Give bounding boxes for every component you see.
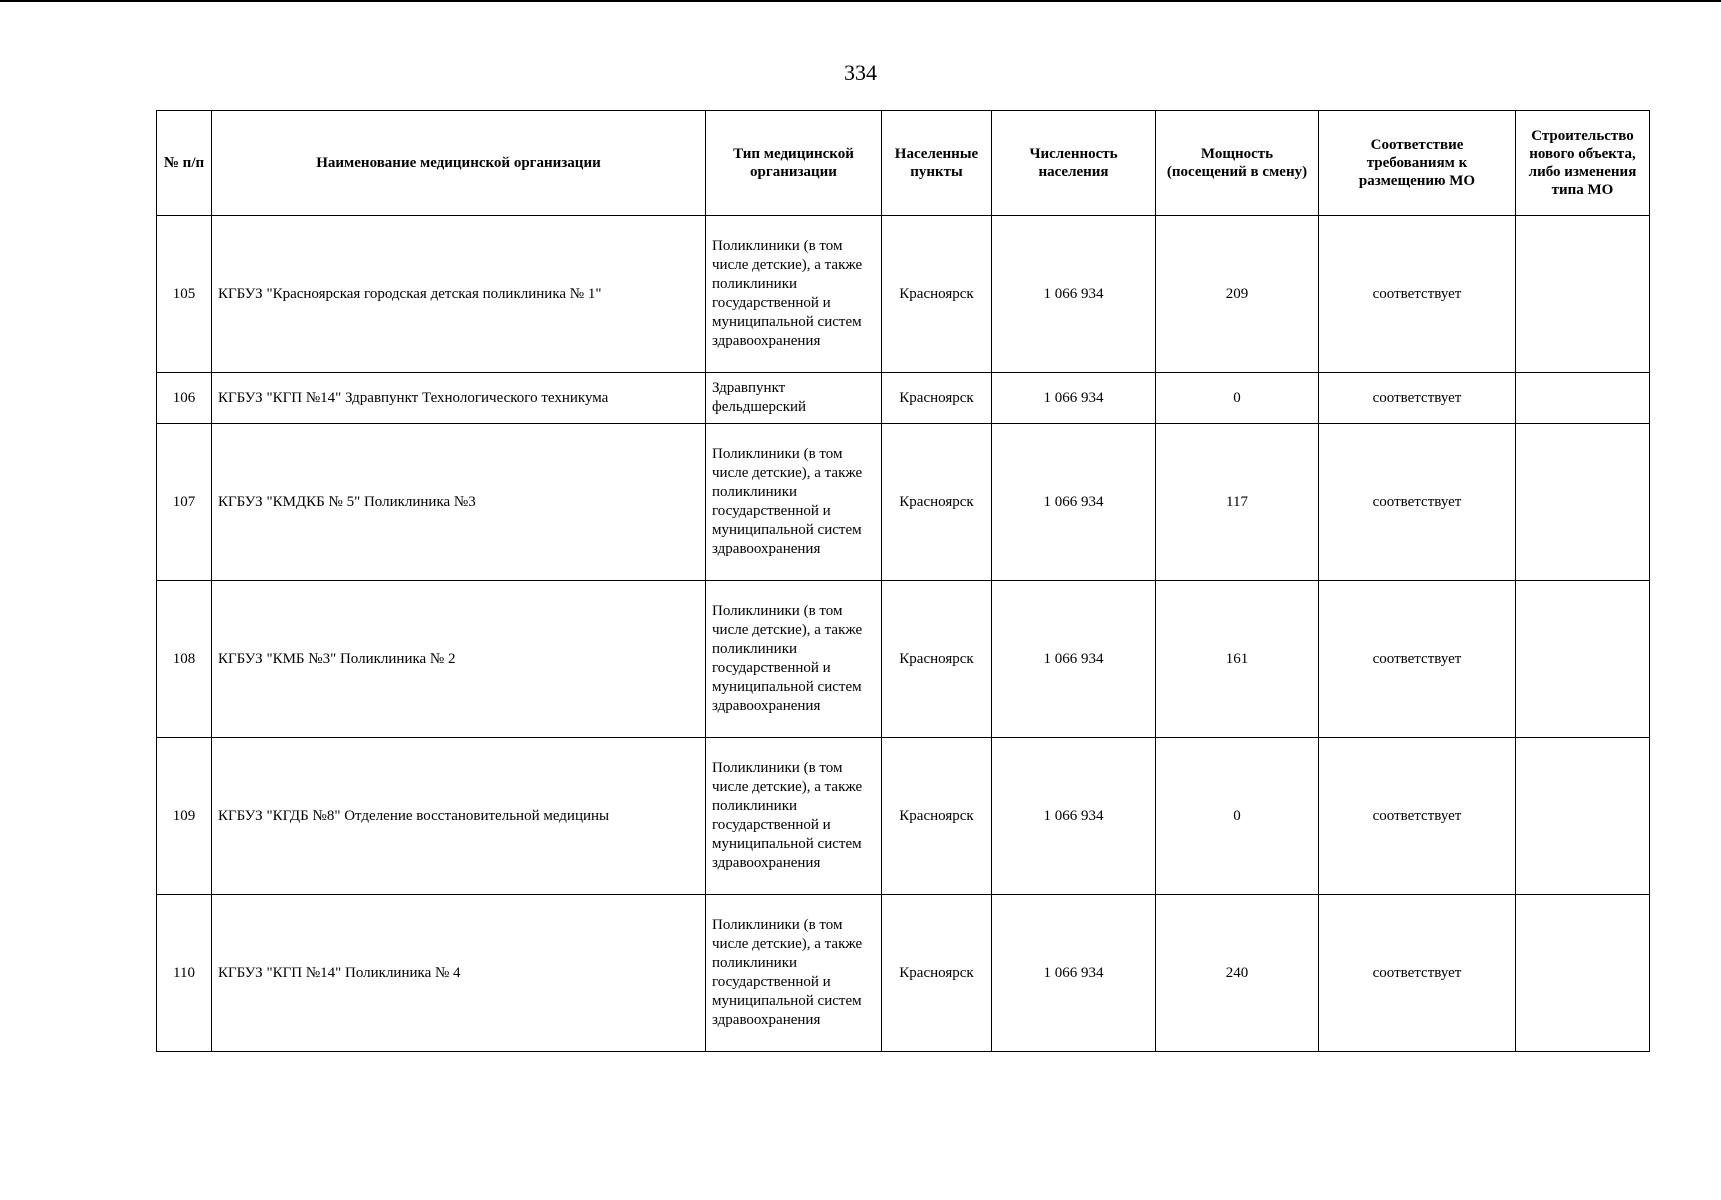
capacity: 209 (1156, 216, 1319, 373)
table-header-row (157, 111, 1650, 216)
settlement: Красноярск (882, 738, 992, 895)
settlement: Красноярск (882, 424, 992, 581)
organization-type: Поликлиники (в том числе детские), а также поликлиники государственной и муниципальной систем здравоохранения (706, 895, 882, 1052)
table-row (157, 424, 1650, 581)
construction-note (1516, 424, 1650, 581)
header-compliance: Соответствие требованиям к размещению МО (1319, 111, 1516, 216)
header-num: № п/п (157, 111, 212, 216)
capacity: 0 (1156, 738, 1319, 895)
capacity: 240 (1156, 895, 1319, 1052)
header-population: Численность населения (992, 111, 1156, 216)
table-row (157, 738, 1650, 895)
top-border-line (0, 0, 1721, 2)
header-capacity: Мощность (посещений в смену) (1156, 111, 1319, 216)
medical-organizations-table (156, 110, 1650, 1052)
settlement: Красноярск (882, 581, 992, 738)
header-construction: Строительство нового объекта, либо изменения типа МО (1516, 111, 1650, 216)
population: 1 066 934 (992, 581, 1156, 738)
population: 1 066 934 (992, 216, 1156, 373)
organization-name: КГБУЗ "КГП №14" Здравпункт Технологического техникума (212, 373, 706, 424)
settlement: Красноярск (882, 373, 992, 424)
population: 1 066 934 (992, 373, 1156, 424)
row-number: 106 (157, 373, 212, 424)
compliance-status: соответствует (1319, 424, 1516, 581)
organization-name: КГБУЗ "КМБ №3" Поликлиника № 2 (212, 581, 706, 738)
capacity: 0 (1156, 373, 1319, 424)
capacity: 161 (1156, 581, 1319, 738)
construction-note (1516, 216, 1650, 373)
table-row (157, 895, 1650, 1052)
construction-note (1516, 581, 1650, 738)
settlement: Красноярск (882, 216, 992, 373)
row-number: 110 (157, 895, 212, 1052)
organization-name: КГБУЗ "КГП №14" Поликлиника № 4 (212, 895, 706, 1052)
header-type: Тип медицинской организации (706, 111, 882, 216)
organization-type: Поликлиники (в том числе детские), а также поликлиники государственной и муниципальной систем здравоохранения (706, 424, 882, 581)
header-settlement: Населенные пункты (882, 111, 992, 216)
construction-note (1516, 373, 1650, 424)
compliance-status: соответствует (1319, 738, 1516, 895)
construction-note (1516, 895, 1650, 1052)
header-name: Наименование медицинской организации (212, 111, 706, 216)
table-row (157, 373, 1650, 424)
page-number: 334 (844, 60, 877, 85)
organization-type: Поликлиники (в том числе детские), а также поликлиники государственной и муниципальной систем здравоохранения (706, 581, 882, 738)
organization-type: Поликлиники (в том числе детские), а также поликлиники государственной и муниципальной систем здравоохранения (706, 738, 882, 895)
row-number: 109 (157, 738, 212, 895)
row-number: 105 (157, 216, 212, 373)
compliance-status: соответствует (1319, 581, 1516, 738)
organization-name: КГБУЗ "КГДБ №8" Отделение восстановительной медицины (212, 738, 706, 895)
table-row (157, 216, 1650, 373)
organization-type: Здравпункт фельдшерский (706, 373, 882, 424)
organization-type: Поликлиники (в том числе детские), а также поликлиники государственной и муниципальной систем здравоохранения (706, 216, 882, 373)
construction-note (1516, 738, 1650, 895)
table-row (157, 581, 1650, 738)
row-number: 108 (157, 581, 212, 738)
settlement: Красноярск (882, 895, 992, 1052)
organization-name: КГБУЗ "КМДКБ № 5" Поликлиника №3 (212, 424, 706, 581)
compliance-status: соответствует (1319, 895, 1516, 1052)
row-number: 107 (157, 424, 212, 581)
organization-name: КГБУЗ "Красноярская городская детская поликлиника № 1" (212, 216, 706, 373)
compliance-status: соответствует (1319, 216, 1516, 373)
population: 1 066 934 (992, 738, 1156, 895)
population: 1 066 934 (992, 895, 1156, 1052)
population: 1 066 934 (992, 424, 1156, 581)
compliance-status: соответствует (1319, 373, 1516, 424)
capacity: 117 (1156, 424, 1319, 581)
